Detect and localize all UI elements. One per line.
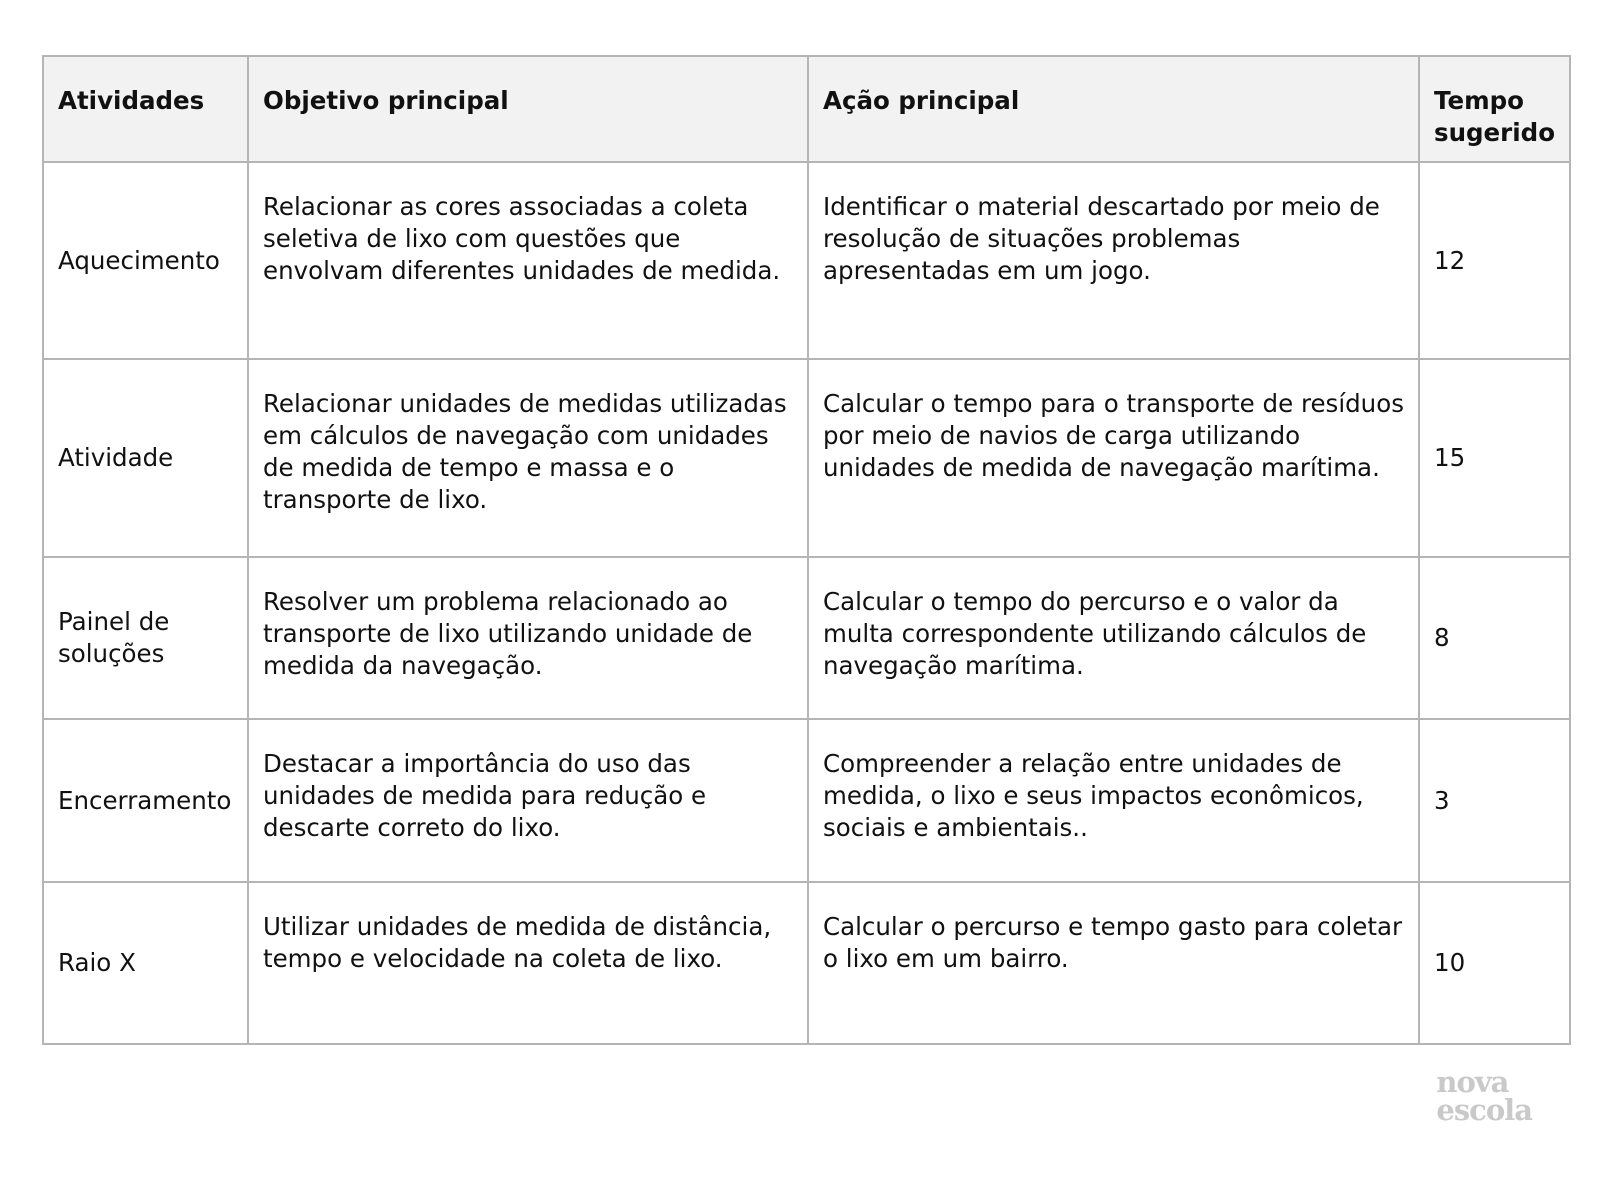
table-row [43,162,1570,359]
cell-objetivo: Utilizar unidades de medida de distância, tempo e velocidade na coleta de lixo. [248,882,808,1044]
cell-atividade: Aquecimento [43,162,248,359]
cell-objetivo: Relacionar as cores associadas a coleta seletiva de lixo com questões que envolvam diferentes unidades de medida. [248,162,808,359]
cell-tempo: 12 [1419,162,1570,359]
cell-tempo: 3 [1419,719,1570,882]
cell-acao: Calcular o tempo para o transporte de resíduos por meio de navios de carga utilizando unidades de medida de navegação marítima. [808,359,1419,557]
table-row [43,557,1570,719]
table-row [43,719,1570,882]
cell-atividade: Raio X [43,882,248,1044]
header-acao-principal: Ação principal [808,56,1419,162]
header-objetivo-principal: Objetivo principal [248,56,808,162]
logo-line-1: nova [1436,1065,1509,1099]
cell-tempo: 15 [1419,359,1570,557]
cell-atividade: Atividade [43,359,248,557]
lesson-plan-table [42,55,1571,1045]
header-atividades: Atividades [43,56,248,162]
cell-objetivo: Destacar a importância do uso das unidades de medida para redução e descarte correto do lixo. [248,719,808,882]
cell-acao: Compreender a relação entre unidades de medida, o lixo e seus impactos econômicos, sociais e ambientais.. [808,719,1419,882]
cell-atividade: Encerramento [43,719,248,882]
table-row [43,882,1570,1044]
cell-atividade: Painel de soluções [43,557,248,719]
nova-escola-logo [1436,1065,1532,1127]
table-header-row [43,56,1570,162]
cell-tempo: 8 [1419,557,1570,719]
cell-objetivo: Resolver um problema relacionado ao transporte de lixo utilizando unidade de medida da navegação. [248,557,808,719]
cell-acao: Identificar o material descartado por meio de resolução de situações problemas apresentadas em um jogo. [808,162,1419,359]
header-tempo-sugerido: Tempo sugerido [1419,56,1570,162]
logo-line-2: escola [1436,1093,1532,1127]
cell-tempo: 10 [1419,882,1570,1044]
table-row [43,359,1570,557]
cell-acao: Calcular o tempo do percurso e o valor da multa correspondente utilizando cálculos de navegação marítima. [808,557,1419,719]
cell-objetivo: Relacionar unidades de medidas utilizadas em cálculos de navegação com unidades de medida de tempo e massa e o transporte de lixo. [248,359,808,557]
cell-acao: Calcular o percurso e tempo gasto para coletar o lixo em um bairro. [808,882,1419,1044]
